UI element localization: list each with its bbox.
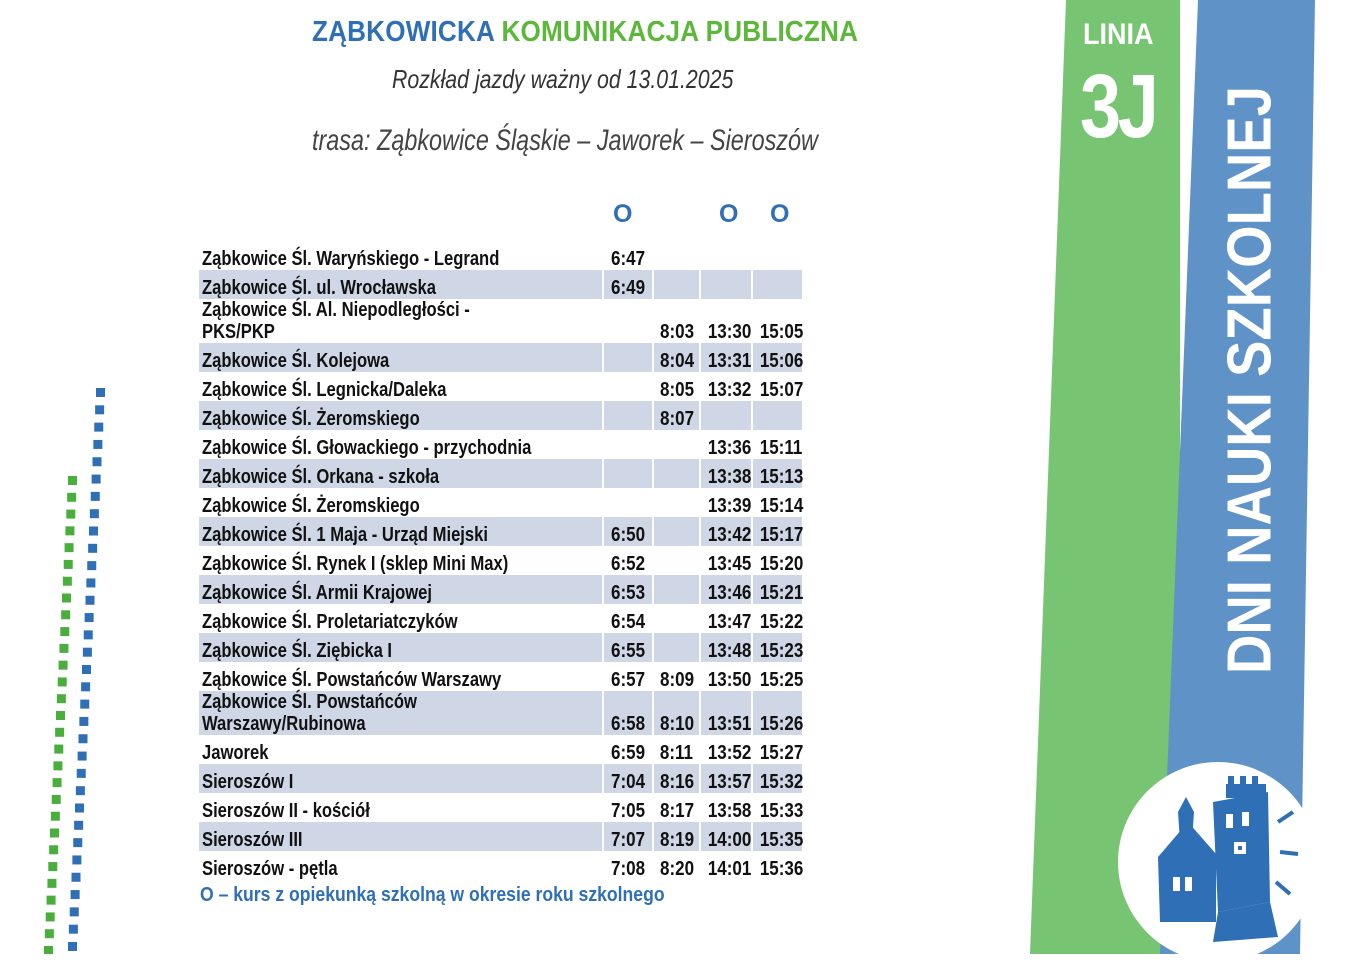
departure-time-text: 13:58	[707, 800, 752, 822]
departure-time-text: 13:30	[707, 321, 752, 343]
decoration-dot	[79, 717, 88, 726]
decoration-dot	[59, 644, 68, 653]
departure-time	[603, 299, 653, 343]
departure-time	[752, 604, 802, 633]
departure-time	[752, 241, 802, 270]
departure-time	[653, 488, 700, 517]
departure-time	[603, 822, 653, 851]
departure-time	[603, 343, 653, 372]
departure-time	[752, 372, 802, 401]
stop-name-text: Ząbkowice Śl. Legnicka/Daleka	[202, 379, 447, 401]
stop-name-text: Ząbkowice Śl. Żeromskiego	[202, 495, 420, 517]
departure-time	[653, 735, 700, 764]
decoration-dot	[92, 475, 101, 484]
decoration-dot	[74, 821, 83, 830]
decoration-dot	[64, 560, 73, 569]
decoration-dot	[95, 405, 104, 414]
departure-time	[700, 372, 752, 401]
decoration-dot	[55, 728, 64, 737]
table-row	[199, 735, 802, 764]
departure-time	[653, 517, 700, 546]
decoration-dot	[70, 907, 79, 916]
decoration-dot	[71, 890, 80, 899]
departure-time	[653, 372, 700, 401]
departure-time	[603, 241, 653, 270]
decoration-dot	[75, 804, 84, 813]
stop-name	[199, 372, 603, 401]
departure-time	[603, 372, 653, 401]
departure-time-text: 6:52	[610, 553, 646, 575]
departure-time	[603, 401, 653, 430]
departure-time-text: 6:58	[610, 713, 646, 735]
stop-name	[199, 401, 603, 430]
table-row	[199, 822, 802, 851]
stop-name	[199, 604, 603, 633]
decoration-dot	[68, 476, 77, 485]
departure-time	[700, 575, 752, 604]
decoration-dot	[72, 873, 81, 882]
decoration-dot	[77, 769, 86, 778]
departure-time-text: 13:45	[707, 553, 752, 575]
decoration-dot	[82, 665, 91, 674]
stop-name-text: Ząbkowice Śl. Armii Krajowej	[202, 582, 433, 604]
decoration-dot	[61, 610, 70, 619]
departure-time-text: 13:47	[707, 611, 752, 633]
departure-time-text: 6:53	[610, 582, 646, 604]
departure-time-text: 13:31	[707, 350, 752, 372]
timetable	[199, 241, 802, 880]
departure-time-text: 15:17	[759, 524, 804, 546]
departure-time	[700, 691, 752, 735]
table-row	[199, 764, 802, 793]
decoration-dot	[89, 527, 98, 536]
decoration-dot	[54, 745, 63, 754]
departure-time-text: 8:09	[660, 669, 695, 691]
decoration-dot	[57, 694, 66, 703]
departure-time	[752, 401, 802, 430]
departure-time-text: 13:38	[707, 466, 752, 488]
departure-time	[603, 546, 653, 575]
school-days-label: DNI NAUKI SZKOLNEJ	[1215, 85, 1285, 675]
route-description: trasa: Ząbkowice Śląskie – Jaworek – Sieroszów	[312, 124, 818, 157]
departure-time	[603, 459, 653, 488]
departure-time-text: 15:14	[759, 495, 804, 517]
decoration-dot	[96, 388, 105, 397]
departure-time	[752, 459, 802, 488]
departure-time	[752, 793, 802, 822]
departure-time	[603, 604, 653, 633]
departure-time-text: 8:20	[660, 858, 695, 880]
departure-time-text: 13:51	[707, 713, 752, 735]
departure-time	[653, 430, 700, 459]
decoration-dot	[76, 786, 85, 795]
departure-time	[700, 299, 752, 343]
departure-time	[653, 343, 700, 372]
stop-name-text: Sieroszów III	[202, 829, 303, 851]
departure-time-text: 7:08	[610, 858, 646, 880]
departure-time	[603, 662, 653, 691]
table-row	[199, 604, 802, 633]
departure-time-text: 15:21	[759, 582, 804, 604]
departure-time	[700, 764, 752, 793]
stop-name	[199, 662, 603, 691]
stop-name-text: Sieroszów I	[202, 771, 294, 793]
departure-time-text: 6:57	[610, 669, 646, 691]
decoration-dot	[88, 544, 97, 553]
decoration-dot	[86, 578, 95, 587]
course-mark-col4: O	[770, 200, 790, 228]
departure-time-text: 13:48	[707, 640, 752, 662]
departure-time	[752, 851, 802, 880]
table-row	[199, 343, 802, 372]
departure-time	[752, 764, 802, 793]
stop-name	[199, 299, 603, 343]
departure-time	[752, 691, 802, 735]
decoration-dot	[79, 734, 88, 743]
decoration-dot	[94, 423, 103, 432]
table-row	[199, 517, 802, 546]
decoration-dot	[53, 778, 62, 787]
stop-name-text: Ząbkowice Śl. Powstańców Warszawy/Rubinowa	[202, 691, 417, 735]
departure-time	[603, 430, 653, 459]
departure-time-text: 8:10	[660, 713, 695, 735]
departure-time-text: 6:50	[610, 524, 646, 546]
table-row	[199, 459, 802, 488]
decoration-dot	[85, 613, 94, 622]
departure-time-text: 15:06	[759, 350, 804, 372]
decoration-dot	[49, 845, 58, 854]
departure-time	[653, 459, 700, 488]
table-row	[199, 372, 802, 401]
footnote: O – kurs z opiekunką szkolną w okresie roku szkolnego	[200, 884, 665, 906]
departure-time	[700, 851, 752, 880]
departure-time-text: 8:07	[660, 408, 695, 430]
table-row	[199, 691, 802, 735]
page-title	[312, 16, 858, 49]
departure-time	[752, 546, 802, 575]
decoration-dot	[52, 795, 61, 804]
departure-time	[653, 546, 700, 575]
departure-time-text: 13:57	[707, 771, 752, 793]
departure-time-text: 6:54	[610, 611, 646, 633]
departure-time-text: 15:20	[759, 553, 804, 575]
departure-time	[752, 488, 802, 517]
departure-time-text: 15:36	[759, 858, 804, 880]
line-number: 3J	[1080, 57, 1156, 157]
decoration-dot	[53, 761, 62, 770]
departure-time-text: 14:00	[707, 829, 752, 851]
decoration-dot	[81, 682, 90, 691]
departure-time	[603, 735, 653, 764]
stop-name-text: Ząbkowice Śl. Proletariatczyków	[202, 611, 458, 633]
decoration-dot	[93, 440, 102, 449]
departure-time	[752, 822, 802, 851]
departure-time	[700, 241, 752, 270]
departure-time	[752, 343, 802, 372]
table-row	[199, 662, 802, 691]
departure-time-text: 15:07	[759, 379, 804, 401]
departure-time-text: 13:42	[707, 524, 752, 546]
departure-time	[700, 401, 752, 430]
decoration-dot	[45, 929, 54, 938]
stop-name	[199, 343, 603, 372]
departure-time	[700, 459, 752, 488]
departure-time-text: 8:11	[659, 742, 694, 764]
departure-time	[603, 691, 653, 735]
departure-time	[653, 241, 700, 270]
decoration-dot	[87, 561, 96, 570]
logo-circle	[1118, 762, 1318, 962]
stop-name	[199, 793, 603, 822]
decoration-dot	[68, 942, 77, 951]
stop-name	[199, 764, 603, 793]
stop-name-text: Ząbkowice Śl. Al. Niepodległości - PKS/PKP	[202, 299, 470, 343]
decoration-dot	[93, 457, 102, 466]
stop-name-text: Ząbkowice Śl. Głowackiego - przychodnia	[202, 437, 532, 459]
departure-time	[653, 822, 700, 851]
decoration-dot	[86, 596, 95, 605]
town-hall-tower-icon	[1118, 762, 1318, 962]
departure-time	[752, 735, 802, 764]
decoration-dot	[65, 526, 74, 535]
decoration-dot	[50, 829, 59, 838]
departure-time	[603, 764, 653, 793]
departure-time	[700, 517, 752, 546]
decoration-dot	[80, 700, 89, 709]
departure-time-text: 8:16	[660, 771, 695, 793]
stop-name-text: Ząbkowice Śl. Rynek I (sklep Mini Max)	[202, 553, 509, 575]
decoration-dot	[62, 594, 71, 603]
stop-name-text: Ząbkowice Śl. Żeromskiego	[202, 408, 420, 430]
departure-time-text: 13:52	[707, 742, 752, 764]
departure-time	[700, 662, 752, 691]
departure-time	[700, 430, 752, 459]
decoration-dot	[84, 630, 93, 639]
departure-time-text: 13:32	[707, 379, 752, 401]
stop-name	[199, 851, 603, 880]
departure-time	[700, 546, 752, 575]
stop-name-text: Ząbkowice Śl. Orkana - szkoła	[202, 466, 440, 488]
departure-time-text: 8:04	[660, 350, 695, 372]
decoration-dot	[65, 543, 74, 552]
departure-time	[700, 793, 752, 822]
departure-time-text: 13:36	[707, 437, 752, 459]
departure-time	[603, 633, 653, 662]
departure-time	[653, 764, 700, 793]
departure-time	[653, 575, 700, 604]
departure-time-text: 7:05	[610, 800, 646, 822]
table-row	[199, 546, 802, 575]
decoration-dot	[51, 812, 60, 821]
table-row	[199, 575, 802, 604]
departure-time	[700, 270, 752, 299]
departure-time-text: 8:19	[660, 829, 695, 851]
decoration-dot	[90, 509, 99, 518]
departure-time	[653, 401, 700, 430]
timetable-body	[199, 241, 802, 880]
dotted-line-decoration	[0, 380, 120, 954]
departure-time-text: 15:05	[759, 321, 804, 343]
departure-time	[653, 270, 700, 299]
departure-time	[603, 517, 653, 546]
departure-time	[700, 822, 752, 851]
stop-name	[199, 735, 603, 764]
stop-name	[199, 691, 603, 735]
departure-time-text: 15:25	[759, 669, 804, 691]
stop-name	[199, 822, 603, 851]
departure-time-text: 7:07	[610, 829, 646, 851]
decoration-dot	[67, 493, 76, 502]
decoration-dot	[44, 946, 53, 954]
validity-subtitle: Rozkład jazdy ważny od 13.01.2025	[392, 64, 734, 94]
decoration-dot	[83, 648, 92, 657]
decoration-dot	[78, 752, 87, 761]
departure-time-text: 15:33	[759, 800, 804, 822]
stop-name	[199, 241, 603, 270]
decoration-dot	[91, 492, 100, 501]
decoration-dot	[47, 896, 56, 905]
departure-time	[752, 575, 802, 604]
course-mark-col1: O	[613, 200, 633, 228]
departure-time	[603, 488, 653, 517]
decoration-dot	[63, 577, 72, 586]
departure-time-text: 14:01	[707, 858, 752, 880]
stop-name	[199, 633, 603, 662]
stop-name	[199, 575, 603, 604]
departure-time	[700, 604, 752, 633]
table-row	[199, 430, 802, 459]
decoration-dot	[47, 879, 56, 888]
departure-time-text: 15:23	[759, 640, 804, 662]
departure-time-text: 15:22	[759, 611, 804, 633]
departure-time	[653, 691, 700, 735]
departure-time	[700, 735, 752, 764]
departure-time-text: 15:27	[759, 742, 804, 764]
stop-name-text: Ząbkowice Śl. Powstańców Warszawy	[202, 669, 502, 691]
decoration-dot	[56, 711, 65, 720]
departure-time	[752, 299, 802, 343]
table-row	[199, 488, 802, 517]
departure-time-text: 8:05	[660, 379, 695, 401]
departure-time	[700, 343, 752, 372]
stop-name-text: Jaworek	[202, 742, 269, 764]
decoration-dot	[48, 862, 57, 871]
table-row	[199, 299, 802, 343]
decoration-dot	[59, 661, 68, 670]
departure-time-text: 6:55	[610, 640, 646, 662]
table-row	[199, 270, 802, 299]
departure-time	[653, 633, 700, 662]
stop-name	[199, 430, 603, 459]
departure-time	[653, 604, 700, 633]
stop-name-text: Ząbkowice Śl. Kolejowa	[202, 350, 390, 372]
stop-name	[199, 517, 603, 546]
stop-name-text: Ząbkowice Śl. 1 Maja - Urząd Miejski	[202, 524, 488, 546]
title-part-2: KOMUNIKACJA PUBLICZNA	[501, 16, 859, 48]
departure-time-text: 8:17	[660, 800, 695, 822]
stop-name-text: Sieroszów II - kościół	[202, 800, 370, 822]
line-label: LINIA	[1083, 18, 1154, 51]
departure-time-text: 6:49	[610, 277, 646, 299]
departure-time	[700, 633, 752, 662]
departure-time-text: 15:13	[759, 466, 804, 488]
decoration-dot	[58, 677, 67, 686]
departure-time	[752, 430, 802, 459]
decoration-dot	[73, 838, 82, 847]
departure-time-text: 15:11	[759, 437, 803, 459]
departure-time-text: 15:32	[759, 771, 804, 793]
departure-time	[752, 517, 802, 546]
decoration-dot	[69, 925, 78, 934]
departure-time	[752, 662, 802, 691]
departure-time-text: 7:04	[610, 771, 646, 793]
table-row	[199, 851, 802, 880]
decoration-dot	[66, 510, 75, 519]
departure-time-text: 8:03	[660, 321, 695, 343]
departure-time	[752, 270, 802, 299]
departure-time-text: 6:47	[610, 248, 646, 270]
table-row	[199, 401, 802, 430]
table-row	[199, 793, 802, 822]
table-row	[199, 633, 802, 662]
stop-name	[199, 546, 603, 575]
departure-time-text: 13:46	[707, 582, 752, 604]
departure-time	[603, 270, 653, 299]
stop-name-text: Ząbkowice Śl. Waryńskiego - Legrand	[202, 248, 500, 270]
departure-time-text: 15:26	[759, 713, 804, 735]
departure-time	[653, 662, 700, 691]
stop-name	[199, 270, 603, 299]
title-part-1: ZĄBKOWICKA	[312, 16, 495, 48]
departure-time-text: 13:39	[707, 495, 752, 517]
departure-time	[603, 575, 653, 604]
decoration-dot	[72, 855, 81, 864]
course-mark-col3: O	[719, 200, 739, 228]
departure-time	[603, 851, 653, 880]
stop-name	[199, 488, 603, 517]
stop-name-text: Ząbkowice Śl. Ziębicka I	[202, 640, 393, 662]
departure-time	[653, 793, 700, 822]
departure-time	[752, 633, 802, 662]
stop-name-text: Ząbkowice Śl. ul. Wrocławska	[202, 277, 437, 299]
decoration-dot	[60, 627, 69, 636]
stop-name	[199, 459, 603, 488]
course-marks	[0, 200, 900, 234]
departure-time	[603, 793, 653, 822]
departure-time-text: 15:35	[759, 829, 804, 851]
table-row	[199, 241, 802, 270]
departure-time	[653, 299, 700, 343]
departure-time	[700, 488, 752, 517]
departure-time-text: 13:50	[707, 669, 752, 691]
decoration-dot	[46, 912, 55, 921]
stop-name-text: Sieroszów - pętla	[202, 858, 338, 880]
departure-time-text: 6:59	[610, 742, 646, 764]
departure-time	[653, 851, 700, 880]
